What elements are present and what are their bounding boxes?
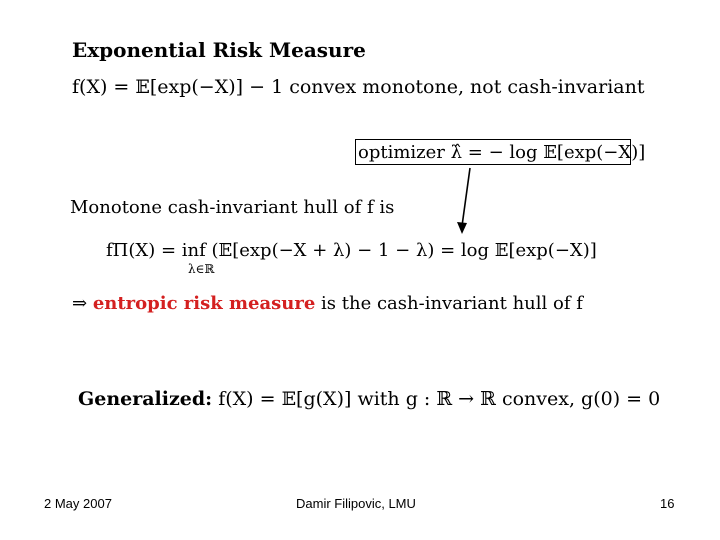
- entropic-line: [72, 293, 583, 314]
- slide-title: Exponential Risk Measure: [72, 38, 366, 62]
- optimizer-box: optimizer λ̂ = − log 𝔼[exp(−X)]: [355, 139, 631, 165]
- generalized-line: [78, 388, 660, 410]
- definition-line: f(X) = 𝔼[exp(−X)] − 1 convex monotone, not cash-invariant: [72, 76, 645, 98]
- hull-subscript: λ∈ℝ: [188, 262, 215, 276]
- hull-intro: Monotone cash-invariant hull of f is: [70, 197, 395, 218]
- entropic-rest: is the cash-invariant hull of f: [315, 293, 583, 314]
- hull-formula: fΠ(X) = inf (𝔼[exp(−X + λ) − 1 − λ) = log 𝔼[exp(−X)]: [106, 240, 597, 261]
- implies-symbol: ⇒: [72, 293, 93, 314]
- entropic-highlight: entropic risk measure: [92, 293, 316, 314]
- generalized-formula: f(X) = 𝔼[g(X)] with g : ℝ → ℝ convex, g(0) = 0: [212, 388, 661, 410]
- page-number: 16: [660, 496, 675, 511]
- footer-date: 2 May 2007: [44, 496, 112, 511]
- generalized-label: Generalized:: [78, 388, 213, 410]
- footer-author: Damir Filipovic, LMU: [296, 496, 416, 511]
